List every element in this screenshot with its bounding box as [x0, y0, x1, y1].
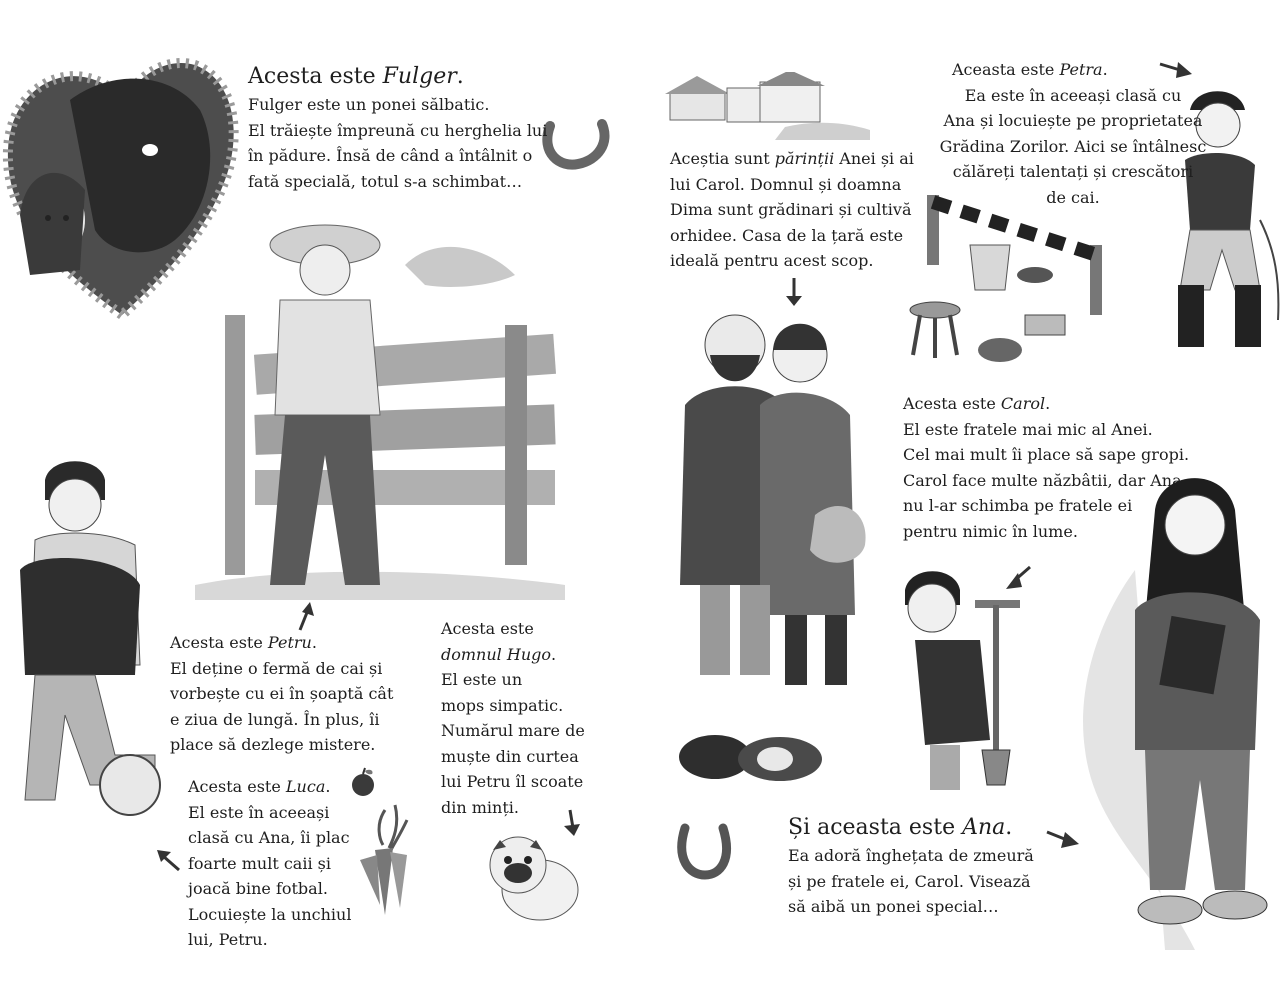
petra-line: Ea este în aceeași clasă cu: [964, 85, 1182, 105]
petru-line: e ziua de lungă. În plus, îi: [170, 709, 380, 729]
arrow-icon: [155, 846, 183, 874]
luca-illustration: [5, 455, 170, 820]
hugo-line: muște din curtea: [441, 746, 579, 766]
parents-line: orhidee. Casa de la țară este: [670, 225, 904, 245]
luca-line: El este în aceeași: [188, 802, 330, 822]
arrow-icon: [1045, 828, 1081, 850]
luca-line: Acesta este Luca.: [188, 777, 331, 796]
petru-farm-illustration: [195, 205, 565, 600]
fulger-title: Acesta este Fulger.: [248, 64, 464, 89]
carol-text-block: [903, 391, 1189, 544]
carol-line: Cel mai mult îi place să sape gropi.: [903, 445, 1190, 464]
horseshoe-icon: [540, 118, 610, 170]
ana-line: și pe fratele ei, Carol. Visează: [788, 871, 1031, 891]
arrow-icon: [292, 600, 318, 632]
parents-line: ideală pentru acest scop.: [670, 251, 874, 270]
luca-line: clasă cu Ana, îi plac: [188, 828, 350, 847]
ana-line: să aibă un ponei special…: [788, 897, 999, 916]
fulger-line: în pădure. Însă de când a întâlnit o: [248, 146, 533, 165]
petru-line: Acesta este Petru.: [170, 633, 317, 652]
carrot-icon: [345, 800, 425, 920]
carol-line: nu l-ar schimba pe fratele ei: [903, 496, 1133, 515]
farm-buildings-illustration: [665, 72, 870, 140]
ana-title: Și aceasta este Ana.: [788, 815, 1013, 840]
hugo-line: domnul Hugo.: [441, 644, 557, 664]
luca-line: joacă bine fotbal.: [188, 879, 328, 898]
arrow-icon: [782, 276, 806, 308]
petra-line: de cai.: [1046, 187, 1100, 207]
ana-name: Ana: [962, 815, 1006, 840]
parents-line: lui Carol. Domnul și doamna: [670, 174, 902, 194]
ana-line: Ea adoră înghețata de zmeură: [788, 846, 1034, 865]
hugo-line: din minți.: [441, 797, 519, 817]
fulger-text-block: [248, 62, 547, 194]
petru-line: place să dezlege mistere.: [170, 735, 376, 754]
carol-line: pentru nimic în lume.: [903, 521, 1078, 541]
petru-text-block: [170, 630, 393, 758]
petra-line: Aceasta este Petra.: [952, 60, 1108, 79]
luca-line: lui, Petru.: [188, 930, 268, 949]
carol-line: Acesta este Carol.: [903, 394, 1051, 413]
hugo-line: lui Petru îl scoate: [441, 772, 584, 791]
fulger-line: El trăiește împreună cu herghelia lui: [248, 120, 548, 140]
parents-line: Dima sunt grădinari și cultivă: [670, 200, 912, 219]
hugo-line: Acesta este: [441, 619, 534, 638]
luca-line: foarte mult caii și: [188, 853, 331, 873]
horseshoe-icon: [675, 820, 733, 882]
hugo-line: Numărul mare de: [441, 721, 585, 740]
petru-line: El deține o fermă de cai și: [170, 658, 383, 678]
guinea-pigs-illustration: [675, 725, 830, 785]
hugo-text-block: [441, 616, 585, 820]
carol-illustration: [890, 560, 1040, 800]
hugo-line: El este un: [441, 670, 523, 689]
carol-line: Carol face multe năzbâtii, dar Ana: [903, 470, 1182, 490]
parents-line: Aceștia sunt părinții Anei și ai: [670, 149, 914, 168]
fulger-line: fată specială, totul s-a schimbat…: [248, 171, 523, 191]
luca-line: Locuiește la unchiul: [188, 904, 352, 924]
ana-text-block: [788, 813, 1034, 920]
parents-illustration: [665, 295, 885, 690]
fulger-line: Fulger este un ponei sălbatic.: [248, 95, 490, 114]
petra-line: Grădina Zorilor. Aici se întâlnesc: [939, 136, 1207, 156]
carol-line: El este fratele mai mic al Anei.: [903, 419, 1153, 439]
luca-text-block: [188, 774, 351, 953]
fulger-name: Fulger: [382, 64, 457, 89]
petru-line: vorbește cu ei în șoaptă cât: [170, 684, 394, 703]
parents-text-block: [670, 146, 914, 274]
pug-illustration: [478, 825, 583, 925]
arrow-icon: [1000, 565, 1032, 593]
petra-line: Ana și locuiește pe proprietatea: [943, 111, 1203, 130]
petra-text-block: [938, 57, 1208, 210]
apple-icon: [348, 766, 378, 798]
petra-line: călăreți talentați și crescători: [952, 162, 1194, 181]
hugo-line: mops simpatic.: [441, 695, 564, 715]
